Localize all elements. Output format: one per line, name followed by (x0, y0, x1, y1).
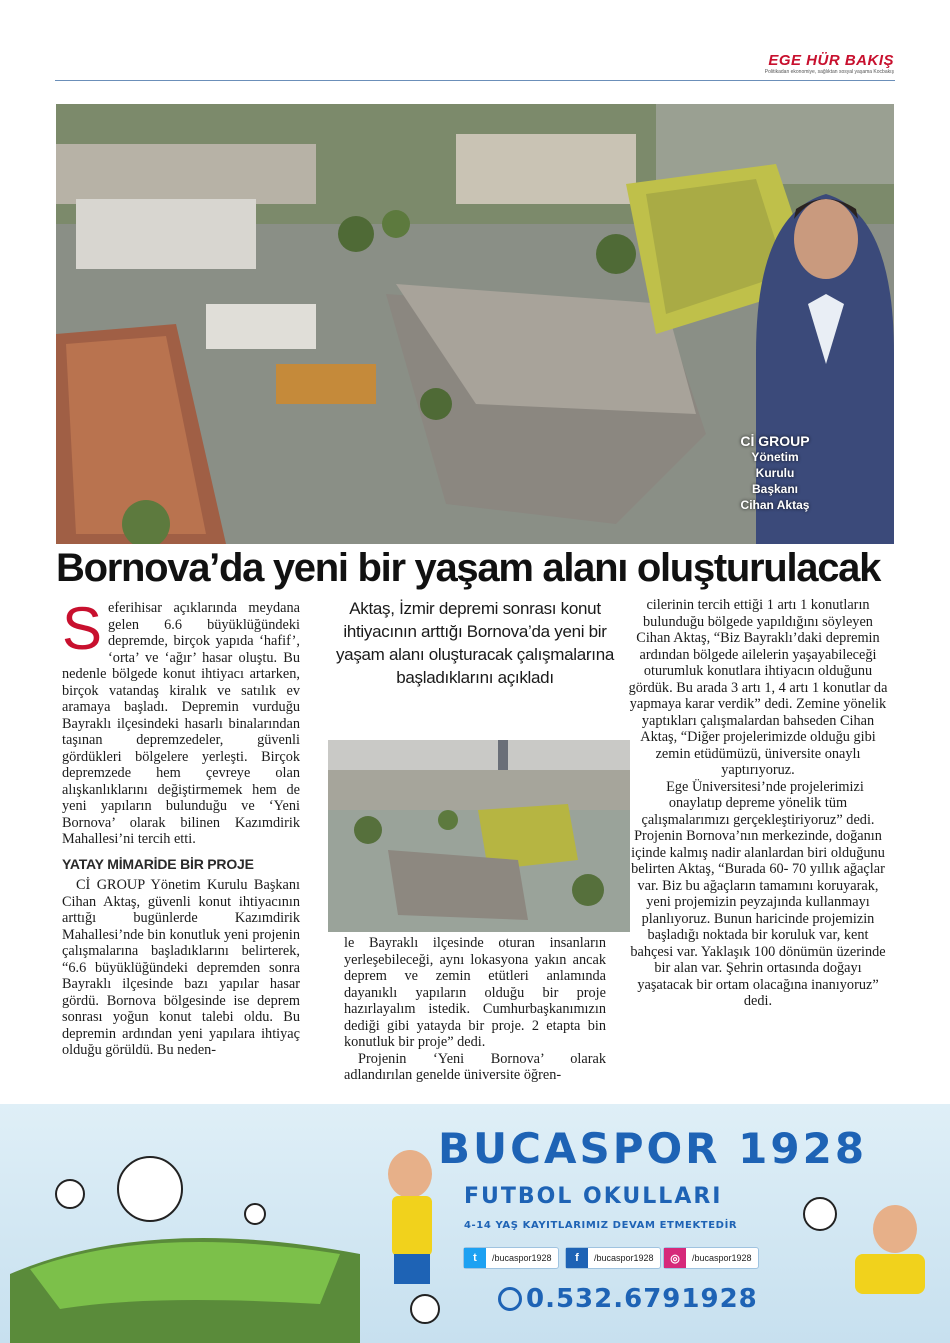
article-paragraph: cilerinin tercih ettiği 1 artı 1 konutların bulunduğu bölgede yapıldığını söyleyen Cihan Aktaş, “Biz Bayraklı’daki depremin ardından bölgede ailelerin yaşayabileceği oturumluk konutlara ihtiyacın olduğunu gördük. Bu arada 3 artı 1, 4 artı 1 konutlar da yapmaya karar verdik” dedi. Zemine yönelik yaptıkları çalışmalardan bahseden Cihan Aktaş, “Diğer projelerimizde olduğu gibi zemin etüdümüzü, üniversite onaylı yaptırıyoruz. (628, 597, 888, 778)
section-subhead: YATAY MİMARİDE BİR PROJE (62, 855, 254, 872)
article-paragraph: le Bayraklı ilçesinde oturan insanların yerleşebileceği, aynı lokasyona yakın ancak deprem ve zemin etütleri anlamında dayanıklı yapıların olduğu bir proje hazırlayalım istedik. Cumhurbaşkanımızın dediği gibi yatayda bir proje. 2 etapta bin konutluk bir proje” dedi. (344, 935, 606, 1050)
caption-line: Yönetim (751, 450, 799, 464)
caption-line: Cihan Aktaş (740, 498, 810, 512)
article-paragraph: Cİ GROUP Yönetim Kurulu Başkanı Cihan Aktaş, güvenli konut ihtiyacının arttığı bugünlerde Kazımdirik Mahallesi’nde bin konutluk yeni projenin çalışmalarına başladıklarını belirterek, “6.6 büyüklüğündeki depremden sonra Bayraklı ilçesinde bazı yapılar hasar gördü. Bornova bölgesinde ise deprem sonrası yoğun konut talebi oldu. Bu depremin ardından yeni yapılara ihtiyaç olduğu görüldü. Bu neden- (62, 877, 300, 1058)
caption-line: Başkanı (751, 482, 799, 496)
masthead-tagline: Politikadan ekonomiye, sağlıktan sosyal yaşama Kocbakış (764, 69, 894, 75)
ad-subtitle: FUTBOL OKULLARI (464, 1184, 723, 1209)
facebook-link[interactable] (565, 1247, 661, 1269)
twitter-icon: t (464, 1248, 486, 1268)
instagram-icon: ◎ (664, 1248, 686, 1268)
aerial-city-photo (328, 740, 630, 932)
article-paragraph: Ege Üniversitesi’nde projelerimizi onaylatıp depreme yönelik tüm çalışmalarımızı gerçekleştiriyoruz” dedi. Projenin Bornova’nın merkezinde, doğanın içinde kalmış nadir alanlardan biri olduğunu belirten Aktaş, “Burada 60- 70 yıllık ağaçlar var. Biz bu ağaçların tamamını koruyarak, yeni projemizin peyzajında kullanmayı planlıyoruz. Bunun haricinde projemizin başladığı noktada bir koruluk var, kent bahçesi var. Yaklaşık 100 dönümün üzerinde bir alan var. Şehrin ortasında doğayı yaşatacak bir ortam olacağına inanıyoruz” dedi. (630, 778, 886, 1009)
football-icon (245, 1204, 265, 1224)
child-player-icon (388, 1150, 432, 1198)
header-rule (55, 80, 895, 81)
bucaspor-advertisement (0, 1104, 950, 1343)
drop-cap: S (62, 595, 103, 662)
article-headline: Bornova’da yeni bir yaşam alanı oluşturulacak (56, 546, 881, 590)
social-handle: /bucaspor1928 (492, 1253, 552, 1263)
football-icon (118, 1157, 182, 1221)
ad-illustration (0, 1104, 450, 1343)
child-goalkeeper-icon (800, 1194, 950, 1334)
social-handle: /bucaspor1928 (594, 1253, 654, 1263)
twitter-link[interactable] (463, 1247, 559, 1269)
photo-caption (720, 433, 830, 513)
masthead-logo: EGE HÜR BAKIŞ (768, 52, 894, 69)
football-icon (56, 1180, 84, 1208)
phone-number: 0.532.6791928 (526, 1284, 758, 1314)
ad-title: BUCASPOR 1928 (438, 1124, 868, 1173)
caption-line: Kurulu (755, 466, 795, 480)
masthead (765, 52, 894, 75)
football-icon (411, 1295, 439, 1323)
caption-brand: Cİ GROUP (740, 433, 810, 449)
whatsapp-icon (498, 1287, 522, 1311)
ad-phone[interactable] (498, 1284, 758, 1314)
ad-registration-text: 4-14 YAŞ KAYITLARIMIZ DEVAM ETMEKTEDİR (464, 1220, 738, 1231)
social-handle: /bucaspor1928 (692, 1253, 752, 1263)
article-lead: Aktaş, İzmir depremi sonrası konut ihtiyacının arttığı Bornova’da yeni bir yaşam alanı oluşturacak çalışmalarına başladıklarını açıkladı (335, 599, 615, 687)
article-column-3 (626, 597, 890, 1010)
football-field-icon (30, 1242, 340, 1309)
article-paragraph: eferihisar açıklarında meydana gelen 6.6 büyüklüğündeki depremde, birçok yapıda ‘hafif’, ‘orta’ ve ‘ağır’ hasar oluştu. Bu nedenle bölgede konut ihtiyacı artarken, birçok vatandaş kiralık ve satılık ev aramaya başladı. Depremin vurduğu Bayraklı ilçesindeki hasarlı binalarından taşınan depremzedeler, güvenli gördükleri bölgelere yerleşti. Birçok depremzede hem çevreye olan alışkanlıklarını değiştirmemek hem de yeni yapıların bulunduğu ve ‘Yeni Bornova’ olarak bilinen Kazımdirik Mahallesi’ni tercih etti. (62, 600, 300, 847)
article-column-1 (62, 595, 300, 1059)
facebook-icon: f (566, 1248, 588, 1268)
instagram-link[interactable] (663, 1247, 759, 1269)
article-paragraph: Projenin ‘Yeni Bornova’ olarak adlandırılan genelde üniversite öğren- (344, 1050, 606, 1083)
portrait-face (794, 199, 858, 279)
article-column-2 (344, 935, 606, 1084)
